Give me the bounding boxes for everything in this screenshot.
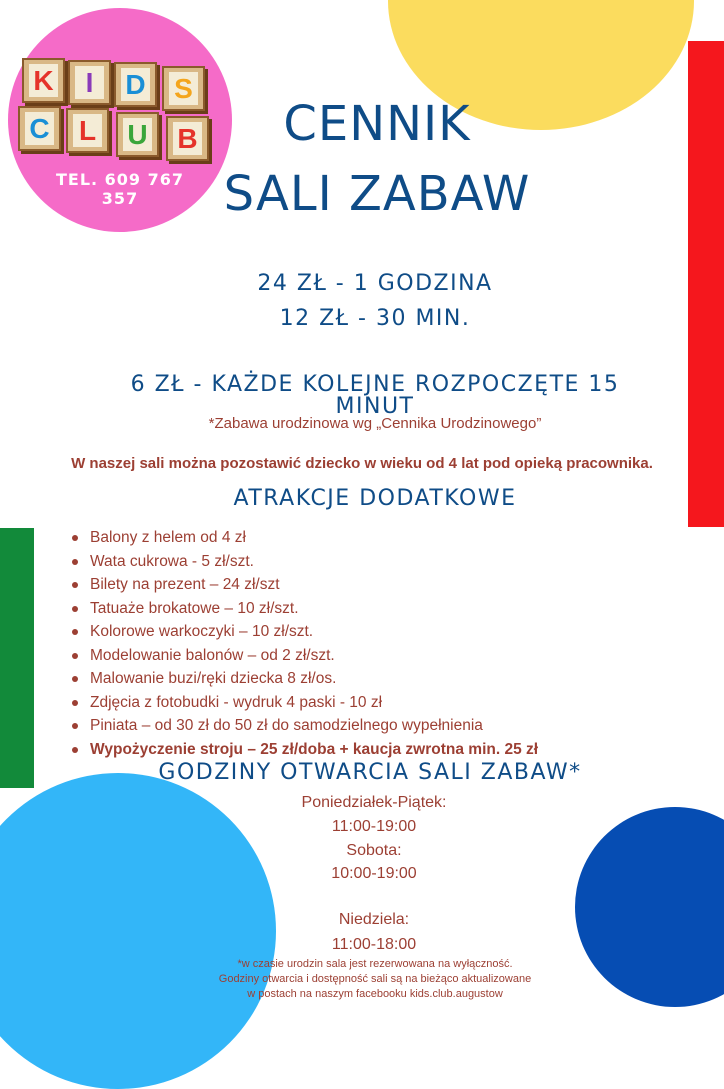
- logo-letter: U: [123, 118, 152, 151]
- logo-block: [114, 62, 157, 107]
- footer-line-3: w postach na naszym facebooku kids.club.augustow: [247, 988, 503, 1000]
- attractions-heading: ATRAKCJE DODATKOWE: [233, 486, 517, 511]
- care-note: W naszej sali można pozostawić dziecko w wieku od 4 lat pod opieką pracownika.: [71, 455, 653, 472]
- birthday-note: *Zabawa urodzinowa wg „Cennika Urodzinowego”: [208, 415, 542, 432]
- logo-block: [18, 106, 61, 151]
- price-30-min: 12 ZŁ - 30 MIN.: [279, 306, 471, 331]
- kids-club-logo: [16, 56, 222, 168]
- list-item: Bilety na prezent – 24 zł/szt: [70, 573, 690, 597]
- logo-letter: B: [173, 122, 202, 155]
- list-item: Piniata – od 30 zł do 50 zł do samodzielnego wypełnienia: [70, 714, 690, 738]
- page-title-line-1: CENNIK: [283, 96, 471, 152]
- logo-letter: K: [29, 64, 58, 97]
- logo-letter: L: [73, 114, 102, 147]
- footer-notes: [150, 957, 600, 1002]
- list-item: Zdjęcia z fotobudki - wydruk 4 paski - 10 zł: [70, 691, 690, 715]
- price-1-hour: 24 ZŁ - 1 GODZINA: [257, 271, 493, 296]
- list-item: Modelowanie balonów – od 2 zł/szt.: [70, 644, 690, 668]
- weekdays-time: 11:00-19:00: [331, 818, 417, 835]
- opening-hours-heading: GODZINY OTWARCIA SALI ZABAW*: [158, 760, 582, 785]
- saturday-label: Sobota:: [346, 842, 402, 859]
- list-item: Wata cukrowa - 5 zł/szt.: [70, 550, 690, 574]
- list-item: Wypożyczenie stroju – 25 zł/doba + kaucja zwrotna min. 25 zł: [70, 738, 690, 762]
- price-15-min: 6 ZŁ - KAŻDE KOLEJNE ROZPOCZĘTE 15 MINUT: [130, 372, 620, 419]
- list-item: Tatuaże brokatowe – 10 zł/szt.: [70, 597, 690, 621]
- sunday-time: 11:00-18:00: [331, 936, 417, 953]
- logo-block: [22, 58, 65, 103]
- list-item: Balony z helem od 4 zł: [70, 526, 690, 550]
- footer-line-2: Godziny otwarcia i dostępność sali są na bieżąco aktualizowane: [218, 973, 532, 985]
- logo-letter: S: [169, 72, 198, 105]
- logo-block: [166, 116, 209, 161]
- footer-line-1: *w czasie urodzin sala jest rezerwowana na wyłączność.: [237, 958, 513, 970]
- phone-number: TEL. 609 767 357: [55, 170, 185, 208]
- logo-block: [162, 66, 205, 111]
- logo-letter: C: [25, 112, 54, 145]
- green-bar-decoration: [0, 528, 34, 788]
- page-title-line-2: SALI ZABAW: [223, 166, 531, 222]
- logo-block: [66, 108, 109, 153]
- attractions-list: [70, 526, 690, 761]
- logo-letter: D: [121, 68, 150, 101]
- weekdays-label: Poniedziałek-Piątek:: [301, 794, 447, 811]
- saturday-time: 10:00-19:00: [331, 865, 417, 882]
- list-item: Kolorowe warkoczyki – 10 zł/szt.: [70, 620, 690, 644]
- sunday-label: Niedziela:: [338, 911, 410, 928]
- logo-letter: I: [75, 66, 104, 99]
- list-item: Malowanie buzi/ręki dziecka 8 zł/os.: [70, 667, 690, 691]
- logo-block: [116, 112, 159, 157]
- logo-block: [68, 60, 111, 105]
